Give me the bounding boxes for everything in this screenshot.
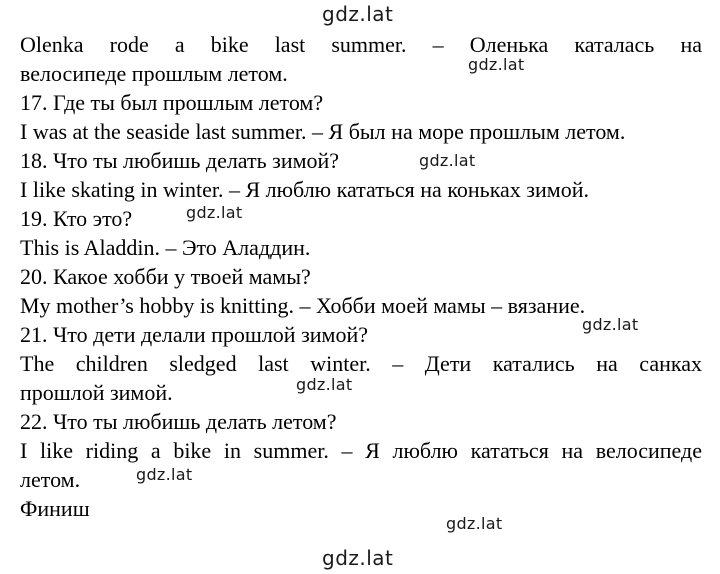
watermark: gdz.lat xyxy=(296,375,353,394)
watermark: gdz.lat xyxy=(322,2,394,26)
answer-17: I was at the seaside last summer. – Я был на море прошлым летом. xyxy=(20,119,626,144)
finish-label: Финиш xyxy=(20,496,90,521)
text-line-1: Olenka rode a bike last summer. – Оленька каталась на xyxy=(20,32,702,57)
answer-20: My mother’s hobby is knitting. – Хобби моей мамы – вязание. xyxy=(20,293,586,318)
watermark: gdz.lat xyxy=(186,203,243,222)
answer-18: I like skating in winter. – Я люблю кататься на коньках зимой. xyxy=(20,177,589,202)
text-line-2: велосипеде прошлым летом. xyxy=(20,61,288,86)
watermark: gdz.lat xyxy=(136,465,193,484)
watermark: gdz.lat xyxy=(468,55,525,74)
watermark: gdz.lat xyxy=(582,315,639,334)
answer-22: I like riding a bike in summer. – Я люблю кататься на велосипеде xyxy=(20,438,702,463)
watermark: gdz.lat xyxy=(419,151,476,170)
watermark: gdz.lat xyxy=(322,546,394,570)
question-17: 17. Где ты был прошлым летом? xyxy=(20,90,324,115)
answer-22-cont: летом. xyxy=(20,467,81,492)
answer-19: This is Aladdin. – Это Аладдин. xyxy=(20,235,311,260)
question-20: 20. Какое хобби у твоей мамы? xyxy=(20,264,311,289)
question-21: 21. Что дети делали прошлой зимой? xyxy=(20,322,369,347)
watermark: gdz.lat xyxy=(446,514,503,533)
answer-21-cont: прошлой зимой. xyxy=(20,380,173,405)
question-22: 22. Что ты любишь делать летом? xyxy=(20,409,337,434)
answer-21: The children sledged last winter. – Дети катались на санках xyxy=(20,351,702,376)
question-19: 19. Кто это? xyxy=(20,206,133,231)
question-18: 18. Что ты любишь делать зимой? xyxy=(20,148,340,173)
